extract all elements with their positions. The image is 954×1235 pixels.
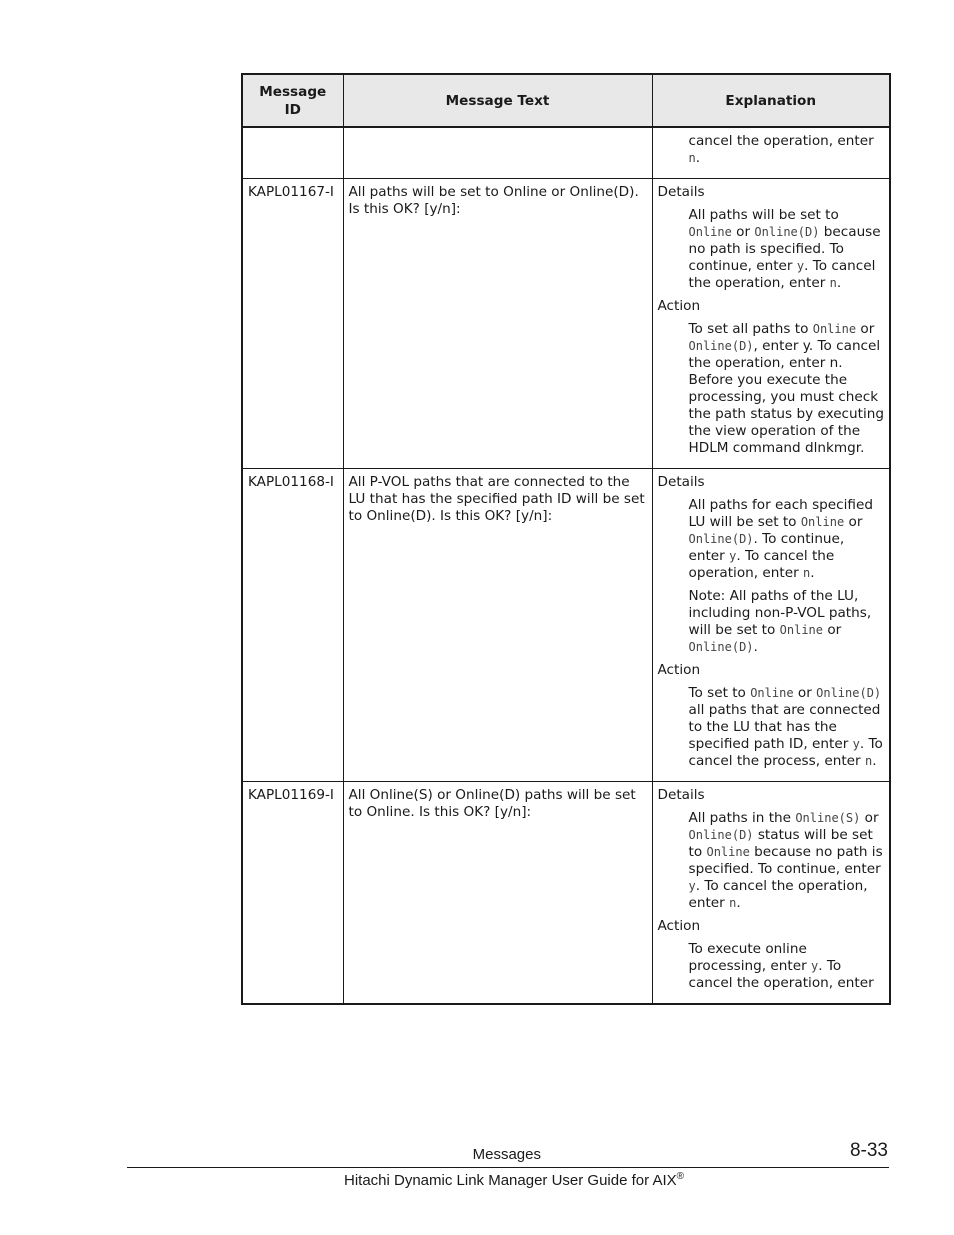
text-run: all paths that are connected to the LU that has the specified path ID, enter (688, 702, 881, 752)
message-text-cell: All paths will be set to Online or Online(D). Is this OK? [y/n]: (343, 179, 652, 469)
explanation-label-action: Action (657, 662, 701, 678)
text-run: . (695, 150, 701, 166)
continuation-text-cell (343, 127, 652, 179)
explanation-label-details: Details (657, 474, 705, 490)
code-text: y (852, 737, 860, 751)
text-run: Note: All paths of the LU, including non-P-VOL paths, will be set to (688, 588, 872, 638)
text-run: cancel the operation, enter (688, 133, 874, 149)
text-run: . To cancel the operation, enter (688, 258, 876, 291)
text-run: because no path is specified. To continue, enter (688, 224, 881, 274)
explanation-paragraph (689, 497, 885, 582)
text-run: or (823, 622, 842, 638)
text-run: . To cancel the operation, enter (688, 548, 835, 581)
explanation-paragraph (689, 685, 885, 770)
code-text: n (864, 754, 873, 768)
continuation-row (242, 127, 890, 179)
text-run: All paths in the (688, 810, 796, 826)
text-run: . To cancel the operation, enter (688, 958, 874, 991)
text-run: because no path is specified. To continue, enter (688, 844, 883, 877)
message-text-cell: All Online(S) or Online(D) paths will be set to Online. Is this OK? [y/n]: (343, 782, 652, 1005)
code-text: n (729, 896, 737, 910)
explanation-label-details: Details (657, 184, 705, 200)
footer-document-title (0, 1171, 684, 1189)
code-text: y (796, 259, 805, 273)
text-run: . (872, 753, 877, 769)
code-text: Online (688, 225, 732, 239)
text-run: To execute online processing, enter (688, 941, 811, 974)
text-run: . (836, 275, 842, 291)
text-run: . To continue, enter (688, 531, 845, 564)
continuation-id-cell (242, 127, 343, 179)
code-text: Online(D) (754, 225, 820, 239)
code-text: Online (706, 845, 750, 859)
footer-title-text: Hitachi Dynamic Link Manager User Guide for AIX (343, 1172, 677, 1189)
code-text: y (810, 959, 819, 973)
code-text: y (729, 549, 737, 563)
table-header-row (242, 74, 890, 127)
explanation-label-action: Action (657, 298, 701, 314)
message-text-cell: All P-VOL paths that are connected to the LU that has the specified path ID will be set to Online(D). Is this OK? [y/n]: (343, 469, 652, 782)
code-text: n (829, 276, 837, 290)
text-run: . To cancel the operation, enter (688, 878, 868, 911)
text-run: or (793, 685, 817, 701)
code-text: y (688, 879, 696, 893)
text-run: All paths for each specified LU will be set to (688, 497, 873, 530)
text-run: All paths will be set to (688, 207, 839, 223)
footer-section-name: Messages (472, 1146, 541, 1163)
explanation-paragraph (689, 321, 885, 457)
continuation-paragraph (689, 133, 885, 167)
registered-mark: ® (676, 1171, 684, 1182)
code-text: n (803, 566, 811, 580)
explanation-cell (652, 469, 890, 782)
code-text: Online (812, 322, 857, 336)
text-run: . To cancel the process, enter (688, 736, 883, 769)
page-number: 8-33 (849, 1140, 888, 1161)
message-id-cell: KAPL01168-I (242, 469, 343, 782)
code-text: Online (779, 623, 824, 637)
explanation-cell (652, 179, 890, 469)
text-run: . (753, 639, 758, 655)
footer-divider (127, 1167, 889, 1168)
code-text: Online (750, 686, 794, 700)
text-run: . (736, 895, 741, 911)
explanation-paragraph (689, 941, 885, 992)
text-run: or (844, 514, 863, 530)
header-explanation: Explanation (652, 74, 890, 127)
table-row (242, 782, 890, 1005)
code-text: Online(D) (688, 640, 754, 654)
header-message-id: Message ID (242, 74, 343, 127)
text-run: or (860, 810, 879, 826)
text-run: To set all paths to (688, 321, 813, 337)
text-run: status will be set to (688, 827, 873, 860)
explanation-paragraph (689, 810, 885, 912)
explanation-paragraph (689, 588, 885, 656)
table-row (242, 469, 890, 782)
text-run: , enter y. To cancel the operation, enter n. Before you execute the processing, you must check the path status by executing the view operation of the HDLM command dlnkmgr. (688, 338, 884, 456)
explanation-cell (652, 782, 890, 1005)
continuation-explanation-cell (652, 127, 890, 179)
header-message-text: Message Text (343, 74, 652, 127)
code-text: Online(D) (688, 828, 754, 842)
code-text: Online (800, 515, 845, 529)
text-run: or (731, 224, 755, 240)
code-text: Online(D) (688, 339, 754, 353)
text-run: . (810, 565, 815, 581)
code-text: Online(D) (816, 686, 882, 700)
message-table (241, 73, 891, 1005)
explanation-label-details: Details (657, 787, 705, 803)
code-text: Online(D) (688, 532, 754, 546)
explanation-paragraph (689, 207, 885, 292)
table-body (242, 127, 890, 1004)
message-id-cell: KAPL01169-I (242, 782, 343, 1005)
code-text: n (688, 151, 696, 165)
explanation-label-action: Action (657, 918, 701, 934)
text-run: To set to (688, 685, 751, 701)
code-text: Online(S) (795, 811, 861, 825)
table-row (242, 179, 890, 469)
text-run: or (856, 321, 875, 337)
message-id-cell: KAPL01167-I (242, 179, 343, 469)
